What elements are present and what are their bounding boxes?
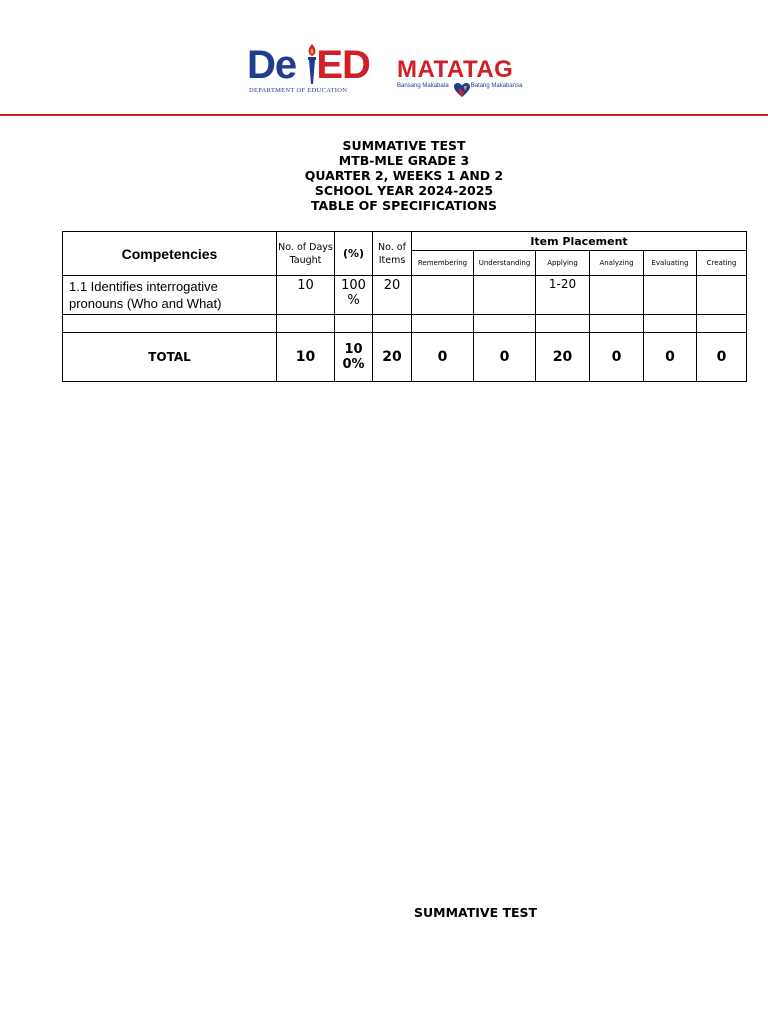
- table-of-specifications: [62, 231, 747, 382]
- competency-cell: 1.1 Identifies interrogative pronouns (Who and What): [63, 276, 277, 315]
- heart-icon: [453, 82, 471, 98]
- page-header: [0, 0, 768, 120]
- empty-row: [63, 315, 747, 333]
- deped-subtitle: DEPARTMENT OF EDUCATION: [249, 87, 348, 94]
- total-items: 20: [373, 333, 412, 382]
- matatag-tagline-left: Bansang Makabata: [397, 83, 449, 89]
- total-evaluating: 0: [644, 333, 697, 382]
- header-applying: Applying: [536, 251, 590, 276]
- items-cell: 20: [373, 276, 412, 315]
- applying-cell: 1-20: [536, 276, 590, 315]
- header-remembering: Remembering: [412, 251, 474, 276]
- table-header-row: [63, 232, 747, 251]
- total-applying: 20: [536, 333, 590, 382]
- understanding-cell: [474, 276, 536, 315]
- title-line: QUARTER 2, WEEKS 1 AND 2: [304, 168, 504, 183]
- total-understanding: 0: [474, 333, 536, 382]
- torch-icon: [302, 42, 322, 86]
- total-days: 10: [277, 333, 335, 382]
- total-row: [63, 333, 747, 382]
- evaluating-cell: [644, 276, 697, 315]
- remembering-cell: [412, 276, 474, 315]
- deped-logo: [247, 42, 375, 100]
- header-competencies: Competencies: [63, 232, 277, 276]
- header-percent: (%): [335, 232, 373, 276]
- matatag-tagline-right: Batang Makabansa: [470, 83, 523, 89]
- days-cell: 10: [277, 276, 335, 315]
- table-row: [63, 276, 747, 315]
- title-line: MTB-MLE GRADE 3: [338, 153, 470, 168]
- header-evaluating: Evaluating: [644, 251, 697, 276]
- percent-cell: 100 %: [335, 276, 373, 315]
- next-page-title: SUMMATIVE TEST: [414, 905, 538, 920]
- total-analyzing: 0: [590, 333, 644, 382]
- header-creating: Creating: [697, 251, 747, 276]
- total-creating: 0: [697, 333, 747, 382]
- total-label: TOTAL: [63, 333, 277, 382]
- header-understanding: Understanding: [474, 251, 536, 276]
- deped-wordmark: De ED: [247, 43, 370, 87]
- title-line: SCHOOL YEAR 2024-2025: [314, 183, 494, 198]
- creating-cell: [697, 276, 747, 315]
- header-days-taught: No. of Days Taught: [277, 232, 335, 276]
- matatag-wordmark: MATATAG: [397, 56, 514, 83]
- title-line: SUMMATIVE TEST: [342, 138, 466, 153]
- total-percent: 10 0%: [335, 333, 373, 382]
- header-analyzing: Analyzing: [590, 251, 644, 276]
- document-titles: [0, 138, 768, 213]
- matatag-logo: [397, 56, 537, 100]
- analyzing-cell: [590, 276, 644, 315]
- header-item-placement: Item Placement: [412, 232, 747, 251]
- header-divider: [0, 114, 768, 116]
- total-remembering: 0: [412, 333, 474, 382]
- header-no-of-items: No. of Items: [373, 232, 412, 276]
- title-line: TABLE OF SPECIFICATIONS: [311, 198, 497, 213]
